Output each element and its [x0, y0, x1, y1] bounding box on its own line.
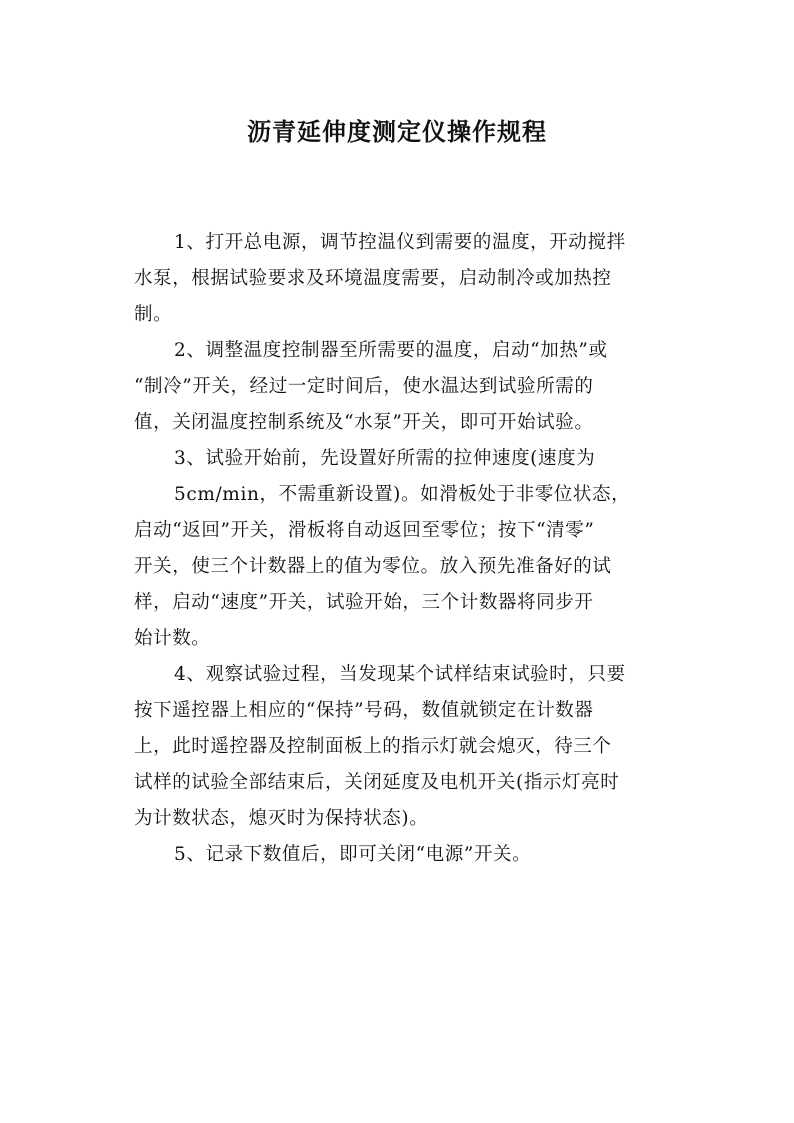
- step-1-line-2: 水泵，根据试验要求及环境温度需要，启动制冷或加热控: [134, 268, 612, 289]
- step-3-line-3: 启动“返回”开关，滑板将自动返回至零位；按下“清零”: [134, 520, 595, 541]
- step-3-line-1: 3、试验开始前，先设置好所需的拉伸速度(速度为: [174, 448, 596, 469]
- document-title: 沥青延伸度测定仪操作规程: [247, 118, 547, 146]
- step-3-line-6: 始计数。: [134, 628, 211, 649]
- step-2-line-1: 2、调整温度控制器至所需要的温度，启动“加热”或: [174, 340, 608, 361]
- step-2-line-3: 值，关闭温度控制系统及“水泵”开关，即可开始试验。: [134, 412, 594, 433]
- step-1-line-1: 1、打开总电源，调节控温仪到需要的温度，开动搅拌: [174, 232, 626, 253]
- step-1-line-3: 制。: [134, 304, 173, 325]
- step-5-line-1: 5、记录下数值后，即可关闭“电源”开关。: [174, 844, 532, 865]
- step-3-line-2: 5cm/min，不需重新设置)。如滑板处于非零位状态，: [174, 484, 631, 505]
- step-4-line-3: 上，此时遥控器及控制面板上的指示灯就会熄灭，待三个: [134, 736, 612, 757]
- document-body: [134, 225, 674, 873]
- step-2-line-2: “制冷”开关，经过一定时间后，使水温达到试验所需的: [134, 376, 594, 397]
- step-4-line-1: 4、观察试验过程，当发现某个试样结束试验时，只要: [174, 664, 626, 685]
- step-4-line-5: 为计数状态，熄灭时为保持状态)。: [134, 808, 429, 829]
- step-4-line-4: 试样的试验全部结束后，关闭延度及电机开关(指示灯亮时: [134, 772, 620, 793]
- step-3-line-5: 样，启动“速度”开关，试验开始，三个计数器将同步开: [134, 592, 594, 613]
- step-3-line-4: 开关，使三个计数器上的值为零位。放入预先准备好的试: [134, 556, 612, 577]
- step-4-line-2: 按下遥控器上相应的“保持”号码，数值就锁定在计数器: [134, 700, 594, 721]
